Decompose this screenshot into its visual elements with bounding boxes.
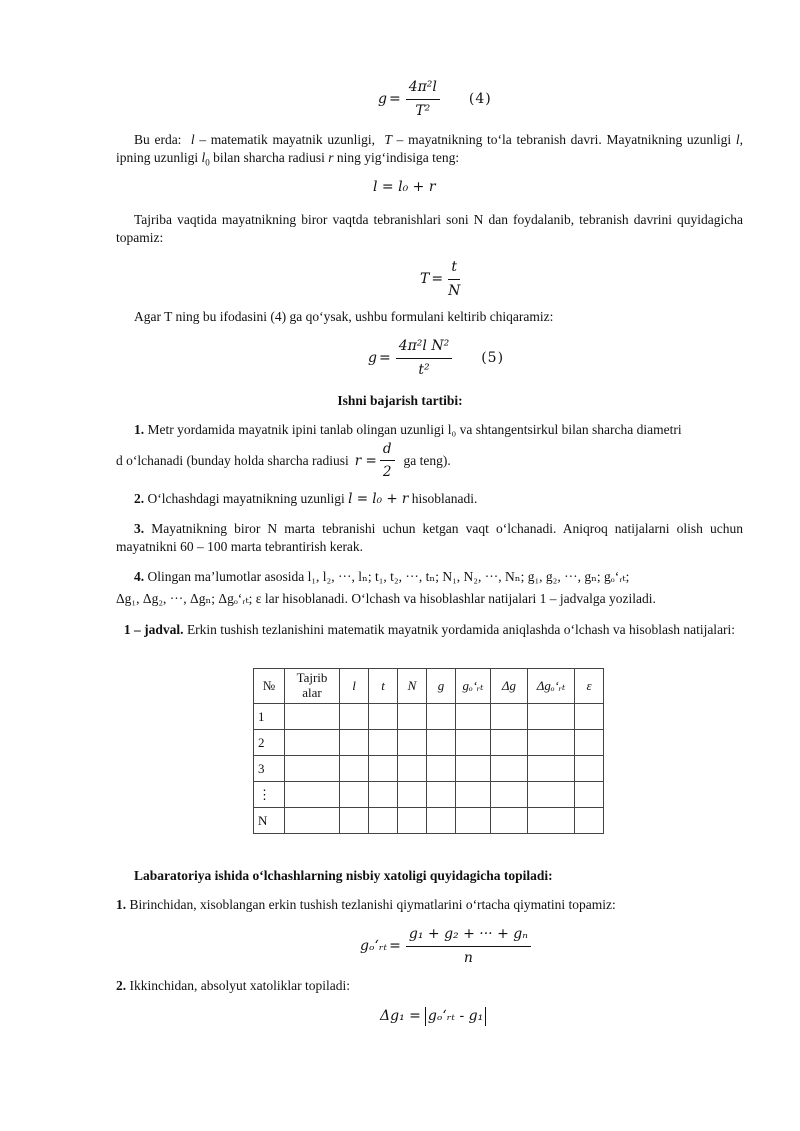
step-1-text-c: ga teng).: [403, 452, 451, 468]
formula-4-denominator: T²: [415, 102, 431, 119]
step-4-text-a: Olingan maʼlumotlar asosida l₁, l₂, ···, lₙ; t₁, t₂, ···, tₙ; N₁, N₂, ···, Nₙ; g₁, g₂, ···, gₙ; gₒʻᵣₜ;: [147, 569, 630, 584]
col-header: gₒʻᵣₜ: [456, 669, 491, 704]
table-header-row: [254, 669, 604, 704]
step-3-text: Mayatnikning biror N marta tebranishi uchun ketgan vaqt oʻlchanadi. Aniqroq natijalarni olish uchun mayatnikni 60 – 100 marta tebrantirish kerak.: [116, 521, 743, 555]
row-label: N: [254, 808, 285, 834]
results-table-wrap: [253, 668, 604, 834]
step-4-number: 4.: [134, 569, 145, 584]
p1-var-l2: l: [735, 132, 740, 147]
step-1-frac-den: 2: [382, 464, 392, 481]
p1-l-text: – matematik mayatnik uzunligi,: [199, 132, 376, 147]
step-1-number: 1.: [134, 422, 145, 437]
formula-4-numerator: 4π²l: [406, 78, 440, 100]
paragraph-definitions: [116, 131, 743, 167]
section-heading-text: Ishni bajarish tartibi:: [337, 393, 463, 408]
formula-average-denominator: n: [463, 949, 473, 966]
formula-average: gₒʻᵣₜ = $\frac{\text{g₁ + g₂ + ··· + gₙ}}{n}$: [360, 925, 534, 968]
p1-end1: bilan sharcha radiusi: [213, 150, 325, 166]
table-row: [254, 808, 604, 834]
step-2-number: 2.: [134, 491, 145, 506]
table-row: [254, 782, 604, 808]
col-header: №: [254, 669, 285, 704]
row-label: ⋮: [254, 782, 285, 808]
formula-abs-inner: gₒʻᵣₜ - g₁: [425, 1007, 486, 1026]
section-heading: [0, 392, 800, 410]
step-1-frac-num: d: [380, 440, 395, 461]
p1-T-text: – mayatnikning toʻla tebranish davri. Mayatnikning uzunligi: [396, 132, 732, 147]
step-1-radius-lhs: r =: [354, 452, 377, 469]
formula-5-lhs: g: [368, 349, 377, 366]
formula-period-lhs: T: [420, 270, 430, 287]
paragraph-substitution: [116, 308, 743, 326]
step-1-line-2: [116, 440, 743, 481]
formula-period-numerator: t: [448, 258, 460, 280]
formula-average-numerator: g₁ + g₂ + ··· + gₙ: [406, 925, 531, 947]
step-2-text-a: Oʻlchashdagi mayatnikning uzunligi: [147, 491, 345, 506]
step-1-text-a: Metr yordamida mayatnik ipini tanlab olingan uzunligi l₀ va shtangentsirkul bilan sharcha diametri: [147, 422, 682, 437]
lab-heading: [116, 867, 743, 885]
p1-var-l0: l: [201, 150, 206, 166]
col-header: l: [340, 669, 369, 704]
row-label: 1: [254, 704, 285, 730]
p1-lead: Bu erda:: [134, 132, 182, 147]
table-row: [254, 730, 604, 756]
table-row: [254, 756, 604, 782]
table-caption: [116, 621, 743, 639]
formula-5: g = $\frac{\text{4π²l N²}}{\text{t²}}$ (5): [368, 338, 505, 378]
formula-5-denominator: t²: [418, 361, 430, 378]
step-1: [116, 421, 743, 439]
table-caption-text: Erkin tushish tezlanishini matematik mayatnik yordamida aniqlashda oʻlchash va hisoblash natijalari:: [186, 622, 736, 637]
col-header: g: [427, 669, 456, 704]
formula-length: [373, 178, 436, 197]
col-header: Tajrib alar: [285, 669, 340, 704]
formula-4-lhs: g: [378, 90, 387, 107]
p1-l0-sub: 0: [205, 157, 210, 168]
row-label: 2: [254, 730, 285, 756]
formula-4-tag: (4): [468, 90, 492, 107]
p1-var-l: l: [190, 132, 195, 147]
calc-step-2: [116, 977, 743, 995]
formula-abs-lhs: Δg₁ =: [380, 1008, 421, 1024]
step-3: [116, 520, 743, 556]
p1-var-T: T: [384, 132, 392, 147]
calc-step-1-text: Birinchidan, xisoblangan erkin tushish tezlanishi qiymatlarini oʻrtacha qiymatini topamiz:: [129, 897, 616, 912]
col-header: t: [369, 669, 398, 704]
paragraph-period: [116, 211, 743, 247]
formula-period: T = $\frac{t}{N}$: [420, 259, 461, 299]
col-header: N: [398, 669, 427, 704]
formula-5-numerator: 4π²l N²: [396, 337, 453, 359]
step-3-number: 3.: [134, 521, 145, 536]
table-caption-label: 1 – jadval.: [123, 622, 184, 637]
calc-step-1-number: 1.: [116, 897, 127, 912]
p1-mid: , ipning uzunligi: [116, 132, 743, 166]
formula-average-lhs: gₒʻᵣₜ: [360, 937, 388, 954]
results-table: [253, 668, 604, 834]
step-1-text-b: d oʻlchanadi (bunday holda sharcha radiusi: [116, 452, 349, 468]
formula-length-text: l = l₀ + r: [373, 179, 436, 195]
formula-4: g = $\frac{\text{4π²l}}{\text{T²}}$ (4): [378, 79, 492, 119]
col-header: Δgₒʻᵣₜ: [528, 669, 575, 704]
col-header: Δg: [491, 669, 528, 704]
row-label: 3: [254, 756, 285, 782]
step-2-text-b: hisoblanadi.: [411, 491, 478, 506]
calc-step-2-number: 2.: [116, 978, 127, 993]
table-row: [254, 704, 604, 730]
step-2: [116, 490, 743, 508]
step-2-formula: l = l₀ + r: [348, 491, 409, 507]
p1-end2: ning yigʻindisiga teng:: [336, 150, 460, 166]
lab-heading-text: Labaratoriya ishida oʻlchashlarning nisbiy xatoligi quyidagicha topiladi:: [134, 868, 553, 883]
step-4-line-2: [116, 590, 743, 608]
p2-text: Tajriba vaqtida mayatnikning biror vaqtda tebranishlari soni N dan foydalanib, tebranish davrini quyidagicha topamiz:: [116, 212, 743, 246]
formula-period-denominator: N: [448, 282, 461, 299]
calc-step-2-text: Ikkinchidan, absolyut xatoliklar topiladi:: [129, 978, 350, 993]
formula-absolute-error: [380, 1007, 486, 1026]
step-4-text-b: Δg₁, Δg₂, ···, Δgₙ; Δgₒʻᵣₜ; ε lar hisoblanadi. Oʻlchash va hisoblashlar natijalari 1 – jadvalga yoziladi.: [116, 591, 656, 606]
formula-5-tag: (5): [481, 349, 505, 366]
calc-step-1: [116, 896, 743, 914]
step-4: [116, 568, 743, 586]
col-header: ε: [575, 669, 604, 704]
p3-text: Agar T ning bu ifodasini (4) ga qoʻysak, ushbu formulani keltirib chiqaramiz:: [134, 309, 554, 324]
p1-var-r: r: [328, 150, 334, 166]
